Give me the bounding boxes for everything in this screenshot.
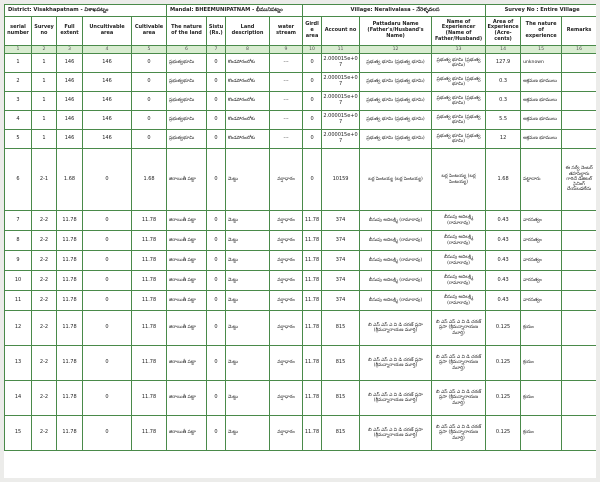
cell-girdle: 0 <box>303 111 322 130</box>
column-header: Pattadaru Name (Father's/Husband's Name) <box>360 17 432 46</box>
cell-full: 11.78 <box>57 231 83 251</box>
cell-area: 0.43 <box>486 231 521 251</box>
cell-exp_nature: వారసత్వం <box>521 231 562 251</box>
cell-area: 12 <box>486 130 521 149</box>
district-label: District: Visakhapatnam - విశాఖపట్నం <box>5 5 167 17</box>
cell-remarks <box>562 211 596 231</box>
cell-girdle: 0 <box>303 149 322 211</box>
cell-cult: 0 <box>132 92 167 111</box>
table-row <box>5 73 597 92</box>
cell-exp_nature: వారసత్వం <box>521 271 562 291</box>
cell-desc: మెట్టు <box>226 416 270 451</box>
cell-serial: 8 <box>5 231 32 251</box>
adangal-table <box>4 4 596 451</box>
column-header: Uncultivable area <box>83 17 132 46</box>
cell-uncult: 0 <box>83 149 132 211</box>
cell-desc: కొండపోరంబోకు <box>226 92 270 111</box>
cell-nature: జిరాయితీ పట్టా <box>167 251 207 271</box>
info-row <box>5 5 597 17</box>
cell-area: 0.125 <box>486 381 521 416</box>
cell-exp_nature: క్రయం <box>521 311 562 346</box>
village-label: Village: Neralivalasa - నేరెళ్ళవలస <box>303 5 486 17</box>
cell-cult: 11.78 <box>132 291 167 311</box>
cell-uncult: 146 <box>83 54 132 73</box>
cell-remarks <box>562 416 596 451</box>
column-number: 12 <box>360 46 432 54</box>
column-number: 7 <box>207 46 226 54</box>
cell-cult: 11.78 <box>132 271 167 291</box>
cell-nature: ప్రభుత్వభూమి <box>167 130 207 149</box>
cell-nature: జిరాయితీ పట్టా <box>167 346 207 381</box>
cell-account: 2.000015e+07 <box>322 130 360 149</box>
cell-serial: 9 <box>5 251 32 271</box>
cell-experiencer: బి ఎస్ ఎస్ ఎ వి డి చరణ్ ప్రసా (శ్రీమన్నారాయణ మూర్తి) <box>432 311 486 346</box>
cell-uncult: 0 <box>83 381 132 416</box>
column-number: 4 <box>83 46 132 54</box>
cell-full: 146 <box>57 73 83 92</box>
column-header: Area of Experience (Acre-cents) <box>486 17 521 46</box>
cell-desc: మెట్టు <box>226 251 270 271</box>
cell-pattadaru: ప్రభుత్వ భూమి (ప్రభుత్వ భూమి) <box>360 54 432 73</box>
cell-sistu: 0 <box>207 346 226 381</box>
column-number: 5 <box>132 46 167 54</box>
cell-remarks <box>562 311 596 346</box>
cell-uncult: 0 <box>83 291 132 311</box>
cell-experiencer: ప్రభుత్వ భూమి (ప్రభుత్వ భూమి) <box>432 92 486 111</box>
table-row <box>5 211 597 231</box>
cell-account: 374 <box>322 271 360 291</box>
cell-desc: మెట్టు <box>226 311 270 346</box>
column-header: Name of Experiencer (Name of Father/Husband) <box>432 17 486 46</box>
cell-exp_nature: క్రయం <box>521 416 562 451</box>
cell-pattadaru: బీసుపు అదిలక్ష్మి (రామారావు) <box>360 251 432 271</box>
column-number: 15 <box>521 46 562 54</box>
cell-pattadaru: ప్రభుత్వ భూమి (ప్రభుత్వ భూమి) <box>360 92 432 111</box>
cell-uncult: 0 <box>83 211 132 231</box>
cell-account: 374 <box>322 251 360 271</box>
cell-pattadaru: బర్ల పెంటయ్య (బర్ల పెంటయ్య) <box>360 149 432 211</box>
cell-sistu: 0 <box>207 381 226 416</box>
cell-experiencer: బీసుపు అదిలక్ష్మి (రామారావు) <box>432 251 486 271</box>
cell-area: 5.5 <box>486 111 521 130</box>
table-row <box>5 251 597 271</box>
cell-full: 146 <box>57 54 83 73</box>
column-number: 1 <box>5 46 32 54</box>
table-row <box>5 271 597 291</box>
cell-account: 374 <box>322 291 360 311</box>
cell-water: వర్షాధారం <box>270 231 303 251</box>
cell-account: 2.000015e+07 <box>322 92 360 111</box>
cell-serial: 5 <box>5 130 32 149</box>
cell-survey: 2-2 <box>32 211 57 231</box>
cell-sistu: 0 <box>207 149 226 211</box>
cell-nature: జిరాయితీ పట్టా <box>167 416 207 451</box>
cell-nature: ప్రభుత్వభూమి <box>167 111 207 130</box>
cell-survey: 2-2 <box>32 291 57 311</box>
cell-account: 815 <box>322 346 360 381</box>
cell-exp_nature: వారసత్వం <box>521 251 562 271</box>
cell-survey: 2-2 <box>32 381 57 416</box>
cell-experiencer: బీసుపు అదిలక్ష్మి (రామారావు) <box>432 211 486 231</box>
cell-experiencer: బి ఎస్ ఎస్ ఎ వి డి చరణ్ ప్రసా (శ్రీమన్నారాయణ మూర్తి) <box>432 346 486 381</box>
cell-desc: మెట్టు <box>226 149 270 211</box>
column-header: Cultivable area <box>132 17 167 46</box>
table-row <box>5 291 597 311</box>
cell-remarks <box>562 111 596 130</box>
column-header-row <box>5 17 597 46</box>
cell-exp_nature: ఆక్రమణ భూములు <box>521 111 562 130</box>
column-number: 6 <box>167 46 207 54</box>
cell-girdle: 0 <box>303 92 322 111</box>
cell-cult: 11.78 <box>132 346 167 381</box>
cell-experiencer: బీసుపు అదిలక్ష్మి (రామారావు) <box>432 271 486 291</box>
cell-desc: కొండపోరంబోకు <box>226 111 270 130</box>
cell-water: వర్షాధారం <box>270 291 303 311</box>
cell-remarks <box>562 54 596 73</box>
table-row <box>5 149 597 211</box>
column-number: 3 <box>57 46 83 54</box>
cell-full: 11.78 <box>57 416 83 451</box>
column-header: The nature of experience <box>521 17 562 46</box>
cell-desc: మెట్టు <box>226 271 270 291</box>
cell-sistu: 0 <box>207 231 226 251</box>
cell-water: --- <box>270 130 303 149</box>
cell-uncult: 0 <box>83 231 132 251</box>
table-row <box>5 130 597 149</box>
cell-girdle: 11.78 <box>303 346 322 381</box>
cell-serial: 11 <box>5 291 32 311</box>
cell-girdle: 11.78 <box>303 311 322 346</box>
cell-sistu: 0 <box>207 130 226 149</box>
cell-area: 0.125 <box>486 311 521 346</box>
cell-uncult: 146 <box>83 130 132 149</box>
cell-full: 146 <box>57 130 83 149</box>
cell-serial: 4 <box>5 111 32 130</box>
cell-exp_nature: పట్టాదారు <box>521 149 562 211</box>
cell-pattadaru: బి ఎస్ ఎస్ ఎ వి డి చరణ్ ప్రసా (శ్రీమన్నారాయణ మూర్తి) <box>360 346 432 381</box>
cell-nature: జిరాయితీ పట్టా <box>167 291 207 311</box>
cell-survey: 2-2 <box>32 231 57 251</box>
cell-uncult: 0 <box>83 251 132 271</box>
cell-desc: కొండపోరంబోకు <box>226 54 270 73</box>
cell-remarks <box>562 231 596 251</box>
column-header: Survey no <box>32 17 57 46</box>
cell-experiencer: బి ఎస్ ఎస్ ఎ వి డి చరణ్ ప్రసా (శ్రీమన్నారాయణ మూర్తి) <box>432 381 486 416</box>
cell-exp_nature: ఆక్రమణ భూములు <box>521 92 562 111</box>
cell-exp_nature: ఆక్రమణ భూములు <box>521 73 562 92</box>
cell-remarks <box>562 130 596 149</box>
table-row <box>5 231 597 251</box>
cell-remarks <box>562 346 596 381</box>
cell-cult: 0 <box>132 111 167 130</box>
cell-girdle: 0 <box>303 130 322 149</box>
cell-pattadaru: బి ఎస్ ఎస్ ఎ వి డి చరణ్ ప్రసా (శ్రీమన్నారాయణ మూర్తి) <box>360 416 432 451</box>
cell-account: 2.000015e+07 <box>322 111 360 130</box>
cell-experiencer: ప్రభుత్వ భూమి (ప్రభుత్వ భూమి) <box>432 111 486 130</box>
cell-pattadaru: బీసుపు అదిలక్ష్మి (రామారావు) <box>360 211 432 231</box>
cell-uncult: 0 <box>83 271 132 291</box>
cell-cult: 11.78 <box>132 311 167 346</box>
cell-area: 0.43 <box>486 291 521 311</box>
table-row <box>5 416 597 451</box>
cell-desc: కొండపోరంబోకు <box>226 130 270 149</box>
cell-full: 1.68 <box>57 149 83 211</box>
cell-uncult: 146 <box>83 73 132 92</box>
cell-uncult: 0 <box>83 311 132 346</box>
cell-area: 127.9 <box>486 54 521 73</box>
cell-account: 374 <box>322 231 360 251</box>
cell-pattadaru: ప్రభుత్వ భూమి (ప్రభుత్వ భూమి) <box>360 130 432 149</box>
cell-sistu: 0 <box>207 111 226 130</box>
cell-serial: 15 <box>5 416 32 451</box>
cell-serial: 7 <box>5 211 32 231</box>
cell-experiencer: బి ఎస్ ఎస్ ఎ వి డి చరణ్ ప్రసా (శ్రీమన్నారాయణ మూర్తి) <box>432 416 486 451</box>
cell-pattadaru: ప్రభుత్వ భూమి (ప్రభుత్వ భూమి) <box>360 111 432 130</box>
cell-full: 11.78 <box>57 381 83 416</box>
cell-desc: మెట్టు <box>226 211 270 231</box>
cell-serial: 1 <box>5 54 32 73</box>
cell-nature: జిరాయితీ పట్టా <box>167 211 207 231</box>
cell-cult: 0 <box>132 130 167 149</box>
cell-nature: జిరాయితీ పట్టా <box>167 271 207 291</box>
cell-girdle: 11.78 <box>303 291 322 311</box>
cell-pattadaru: బి ఎస్ ఎస్ ఎ వి డి చరణ్ ప్రసా (శ్రీమన్నారాయణ మూర్తి) <box>360 311 432 346</box>
cell-sistu: 0 <box>207 211 226 231</box>
cell-full: 11.78 <box>57 311 83 346</box>
cell-girdle: 11.78 <box>303 251 322 271</box>
cell-exp_nature: ఆక్రమణ భూములు <box>521 130 562 149</box>
cell-full: 11.78 <box>57 346 83 381</box>
table-row <box>5 111 597 130</box>
cell-desc: మెట్టు <box>226 291 270 311</box>
cell-experiencer: బర్ల పెంటయ్య (బర్ల పెంటయ్య) <box>432 149 486 211</box>
cell-cult: 11.78 <box>132 251 167 271</box>
cell-survey: 1 <box>32 73 57 92</box>
cell-account: 374 <box>322 211 360 231</box>
cell-remarks <box>562 73 596 92</box>
column-header: Sistu (Rs.) <box>207 17 226 46</box>
cell-girdle: 0 <box>303 73 322 92</box>
cell-nature: జిరాయితీ పట్టా <box>167 381 207 416</box>
mandal-label: Mandal: BHEEMUNIPATNAM - భీమునిపట్నం <box>167 5 303 17</box>
cell-serial: 6 <box>5 149 32 211</box>
cell-full: 11.78 <box>57 291 83 311</box>
table-row <box>5 311 597 346</box>
cell-area: 0.3 <box>486 73 521 92</box>
table-row <box>5 92 597 111</box>
column-number: 2 <box>32 46 57 54</box>
cell-uncult: 0 <box>83 416 132 451</box>
cell-survey: 2-2 <box>32 416 57 451</box>
column-header: Remarks <box>562 17 596 46</box>
column-number: 11 <box>322 46 360 54</box>
column-header: Account no <box>322 17 360 46</box>
column-number: 10 <box>303 46 322 54</box>
cell-serial: 14 <box>5 381 32 416</box>
cell-exp_nature: unknown <box>521 54 562 73</box>
column-number: 9 <box>270 46 303 54</box>
cell-experiencer: ప్రభుత్వ భూమి (ప్రభుత్వ భూమి) <box>432 54 486 73</box>
column-header: Land description <box>226 17 270 46</box>
cell-uncult: 146 <box>83 111 132 130</box>
cell-sistu: 0 <box>207 251 226 271</box>
cell-water: వర్షాధారం <box>270 271 303 291</box>
cell-pattadaru: బీసుపు అదిలక్ష్మి (రామారావు) <box>360 291 432 311</box>
column-number: 8 <box>226 46 270 54</box>
cell-survey: 2-2 <box>32 346 57 381</box>
cell-cult: 0 <box>132 73 167 92</box>
column-number: 13 <box>432 46 486 54</box>
table-row <box>5 346 597 381</box>
cell-sistu: 0 <box>207 271 226 291</box>
cell-exp_nature: క్రయం <box>521 346 562 381</box>
cell-water: వర్షాధారం <box>270 416 303 451</box>
cell-area: 0.3 <box>486 92 521 111</box>
cell-remarks <box>562 381 596 416</box>
cell-survey: 1 <box>32 92 57 111</box>
cell-water: వర్షాధారం <box>270 251 303 271</box>
cell-girdle: 11.78 <box>303 231 322 251</box>
table-row <box>5 54 597 73</box>
cell-serial: 2 <box>5 73 32 92</box>
cell-account: 815 <box>322 416 360 451</box>
cell-survey: 2-2 <box>32 311 57 346</box>
cell-nature: ప్రభుత్వభూమి <box>167 54 207 73</box>
cell-account: 10159 <box>322 149 360 211</box>
cell-serial: 13 <box>5 346 32 381</box>
column-header: Girdle area <box>303 17 322 46</box>
survey-label: Survey No : Entire Village <box>486 5 596 17</box>
cell-remarks <box>562 251 596 271</box>
cell-survey: 1 <box>32 54 57 73</box>
cell-exp_nature: వారసత్వం <box>521 291 562 311</box>
cell-girdle: 11.78 <box>303 416 322 451</box>
cell-uncult: 0 <box>83 346 132 381</box>
cell-serial: 10 <box>5 271 32 291</box>
cell-area: 0.125 <box>486 416 521 451</box>
cell-water: వర్షాధారం <box>270 381 303 416</box>
cell-area: 1.68 <box>486 149 521 211</box>
cell-sistu: 0 <box>207 73 226 92</box>
cell-survey: 2-2 <box>32 271 57 291</box>
cell-experiencer: ప్రభుత్వ భూమి (ప్రభుత్వ భూమి) <box>432 73 486 92</box>
cell-remarks <box>562 291 596 311</box>
cell-serial: 12 <box>5 311 32 346</box>
cell-nature: జిరాయితీ పట్టా <box>167 149 207 211</box>
column-header: serial number <box>5 17 32 46</box>
cell-cult: 11.78 <box>132 381 167 416</box>
cell-sistu: 0 <box>207 92 226 111</box>
cell-water: వర్షాధారం <box>270 211 303 231</box>
cell-remarks <box>562 92 596 111</box>
cell-survey: 2-1 <box>32 149 57 211</box>
cell-full: 11.78 <box>57 271 83 291</box>
cell-pattadaru: బీసుపు అదిలక్ష్మి (రామారావు) <box>360 271 432 291</box>
cell-full: 11.78 <box>57 251 83 271</box>
cell-girdle: 11.78 <box>303 381 322 416</box>
cell-full: 146 <box>57 111 83 130</box>
cell-sistu: 0 <box>207 311 226 346</box>
cell-account: 2.000015e+07 <box>322 54 360 73</box>
cell-pattadaru: బీసుపు అదిలక్ష్మి (రామారావు) <box>360 231 432 251</box>
cell-full: 146 <box>57 92 83 111</box>
cell-nature: జిరాయితీ పట్టా <box>167 231 207 251</box>
cell-experiencer: బీసుపు అదిలక్ష్మి (రామారావు) <box>432 291 486 311</box>
cell-sistu: 0 <box>207 291 226 311</box>
cell-cult: 11.78 <box>132 211 167 231</box>
cell-survey: 1 <box>32 130 57 149</box>
column-header: water stream <box>270 17 303 46</box>
cell-desc: మెట్టు <box>226 346 270 381</box>
cell-girdle: 11.78 <box>303 271 322 291</box>
column-header: The nature of the land <box>167 17 207 46</box>
column-number: 14 <box>486 46 521 54</box>
cell-survey: 2-2 <box>32 251 57 271</box>
cell-water: వర్షాధారం <box>270 149 303 211</box>
cell-remarks <box>562 271 596 291</box>
cell-experiencer: బీసుపు అదిలక్ష్మి (రామారావు) <box>432 231 486 251</box>
cell-cult: 0 <box>132 54 167 73</box>
land-record-sheet <box>4 4 596 478</box>
cell-desc: మెట్టు <box>226 231 270 251</box>
cell-exp_nature: క్రయం <box>521 381 562 416</box>
cell-serial: 3 <box>5 92 32 111</box>
cell-pattadaru: ప్రభుత్వ భూమి (ప్రభుత్వ భూమి) <box>360 73 432 92</box>
cell-uncult: 146 <box>83 92 132 111</box>
cell-area: 0.43 <box>486 271 521 291</box>
table-row <box>5 381 597 416</box>
cell-girdle: 0 <box>303 54 322 73</box>
cell-water: --- <box>270 73 303 92</box>
column-index-row <box>5 46 597 54</box>
cell-account: 2.000015e+07 <box>322 73 360 92</box>
cell-cult: 11.78 <box>132 231 167 251</box>
cell-area: 0.125 <box>486 346 521 381</box>
cell-experiencer: ప్రభుత్వ భూమి (ప్రభుత్వ భూమి) <box>432 130 486 149</box>
cell-sistu: 0 <box>207 416 226 451</box>
column-header: Full extent <box>57 17 83 46</box>
cell-area: 0.43 <box>486 251 521 271</box>
cell-survey: 1 <box>32 111 57 130</box>
cell-girdle: 11.78 <box>303 211 322 231</box>
cell-nature: ప్రభుత్వభూమి <box>167 73 207 92</box>
cell-sistu: 0 <box>207 54 226 73</box>
cell-exp_nature: వారసత్వం <box>521 211 562 231</box>
cell-water: --- <box>270 111 303 130</box>
cell-desc: కొండపోరంబోకు <box>226 73 270 92</box>
cell-water: --- <box>270 92 303 111</box>
table-body <box>5 54 597 451</box>
cell-desc: మెట్టు <box>226 381 270 416</box>
cell-pattadaru: బి ఎస్ ఎస్ ఎ వి డి చరణ్ ప్రసా (శ్రీమన్నారాయణ మూర్తి) <box>360 381 432 416</box>
cell-area: 0.43 <box>486 211 521 231</box>
cell-full: 11.78 <box>57 211 83 231</box>
cell-water: వర్షాధారం <box>270 311 303 346</box>
cell-remarks: ఈ సర్వే నెంబర్ తహసిల్దారు గారిచే డిజిటల్ సైనింగ్ చేయబడలేదు <box>562 149 596 211</box>
cell-water: --- <box>270 54 303 73</box>
cell-account: 815 <box>322 381 360 416</box>
cell-account: 815 <box>322 311 360 346</box>
cell-cult: 1.68 <box>132 149 167 211</box>
column-number: 16 <box>562 46 596 54</box>
cell-cult: 11.78 <box>132 416 167 451</box>
cell-nature: ప్రభుత్వభూమి <box>167 92 207 111</box>
cell-water: వర్షాధారం <box>270 346 303 381</box>
cell-nature: జిరాయితీ పట్టా <box>167 311 207 346</box>
